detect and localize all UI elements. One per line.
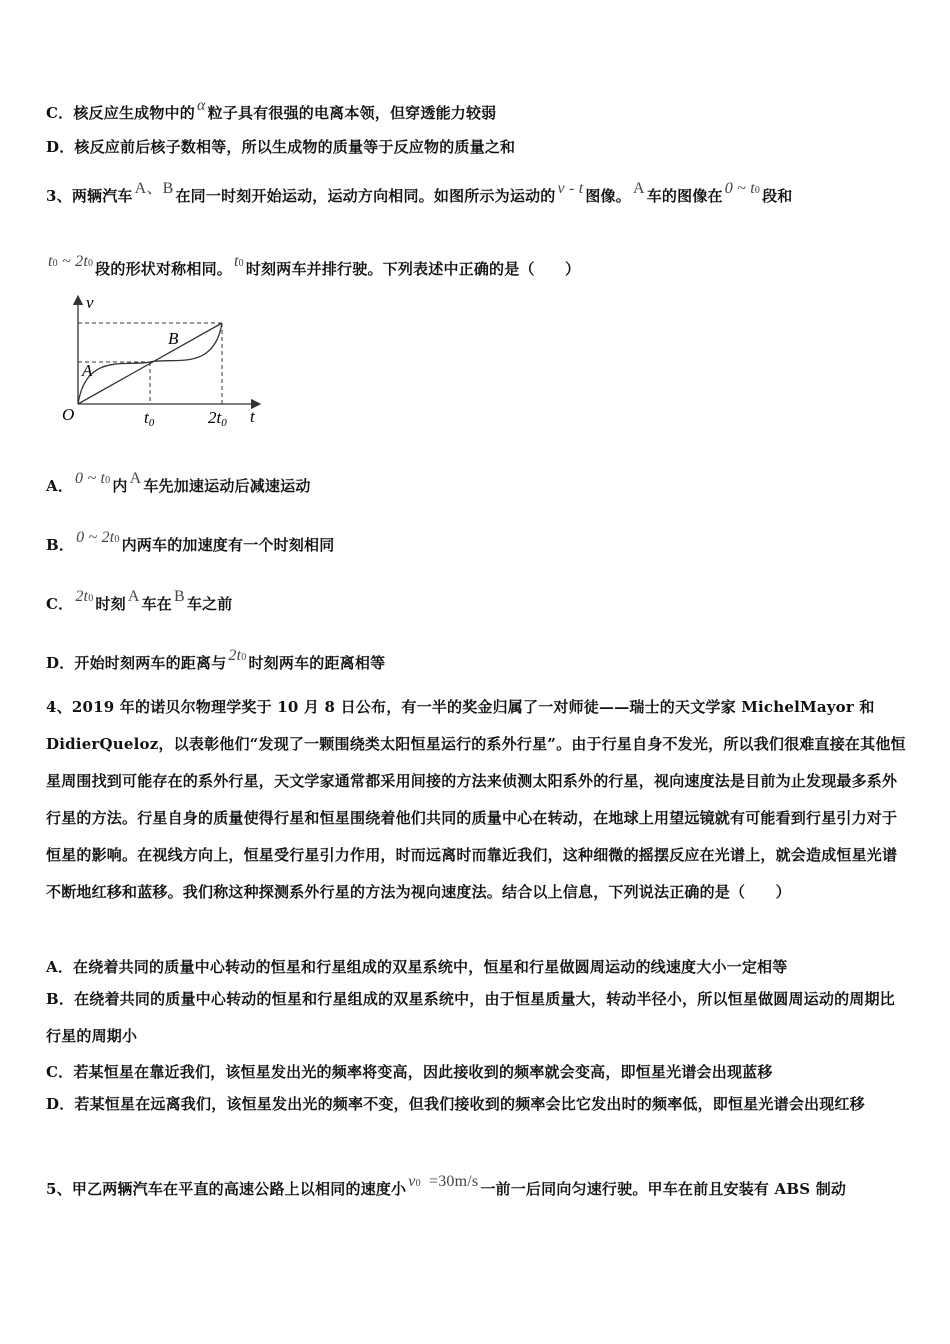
q3-optd-time-text: 2t [228,647,242,664]
q3-text: 图像。 [585,187,631,205]
vt-graph [56,292,266,432]
q3-text: 车之前 [186,595,233,613]
q5-v0-sub: 0 [415,1178,421,1189]
q3-range2 [48,253,93,270]
q2-option-d: D．核反应前后核子数相等，所以生成物的质量等于反应物的质量之和 [46,138,516,156]
q3-stem-line1 [46,180,793,206]
label-v: v [86,293,94,312]
q3-text: 车的图像在 [646,187,723,205]
q3-text: 时刻两车并排行驶。下列表述中正确的是（ ） [245,260,581,278]
q3-t0-sub: 0 [238,258,244,269]
q3-range2-sub2: 0 [87,258,94,269]
q5-speed: =30m/s [424,1173,479,1190]
q3-option-d [46,647,386,673]
q3-optd-time [228,647,246,664]
q3-range1-sub: 0 [754,185,761,196]
q5-text: 5、甲乙两辆汽车在平直的高速公路上以相同的速度小 [46,1180,407,1198]
q3-optc-time-text: 2t [75,588,89,605]
q3-stem-line2 [46,253,581,279]
q3-text: 车在 [141,595,172,613]
q3-optd-sub: 0 [241,652,247,663]
q3-range2-a: t [48,253,53,270]
q3-text: 在同一时刻开始运动，运动方向相同。如图所示为运动的 [175,187,556,205]
label-a: A [82,361,93,380]
q3-car-a: A [632,180,645,197]
q5-text: 一前一后同向匀速行驶。甲车在前且安装有 ABS 制动 [480,1180,847,1198]
q3-text: 内 [112,477,128,495]
q3-text: 车先加速运动后减速运动 [143,477,311,495]
label-2t0 [208,408,227,429]
q3-range2-sub: 0 [52,258,58,269]
label-2t0-main: 2t [208,408,222,427]
q3-text: 3、两辆汽车 [46,187,133,205]
q3-opta-sub: 0 [105,475,111,486]
q3-t0 [234,253,244,270]
q4-option-b: B．在绕着共同的质量中心转动的恒星和行星组成的双星系统中，由于恒星质量大，转动半径小，所以恒星做圆周运动的周期比行星的周期小 [46,990,895,1045]
label-2t0-sub: 0 [221,417,227,429]
label-b: B [168,329,179,348]
label-t: t [250,407,255,426]
q3-option-c [46,588,233,614]
q5-stem [46,1173,847,1199]
q2-option-c [46,97,497,123]
q3-range2-b: ~ 2t [57,253,88,270]
option-label: A． [46,477,74,495]
q4-option-c: C．若某恒星在靠近我们，该恒星发出光的频率将变高，因此接收到的频率就会变高，即恒星光谱会出现蓝移 [46,1063,773,1081]
q3-optc-car-b: B [173,588,185,605]
q5-v0-main: v [408,1173,416,1190]
q3-text: 时刻 [95,595,126,613]
q3-opta-car: A [129,470,142,487]
option-label: C． [46,595,74,613]
q4-option-a: A．在绕着共同的质量中心转动的恒星和行星组成的双星系统中，恒星和行星做圆周运动的线速度大小一定相等 [46,958,788,976]
q3-text: 时刻两车的距离相等 [248,654,386,672]
q3-range1-text: 0 ~ t [724,180,755,197]
q3-opta-range-text: 0 ~ t [75,470,106,487]
q3-option-b [46,529,335,555]
q4-stem: 4、2019 年的诺贝尔物理学奖于 10 月 8 日公布，有一半的奖金归属了一对师徒——瑞士的天文学家 MichelMayor 和 DidierQueloz，以表彰他们“发现了一颗围绕类太阳恒星运行的系外行星”。由于行星自身不发光，所以我们很难直接在其他恒星周围找到可能存在的系外行星，天文学家通常都采用间接的方法来侦测太阳系外的行星，视向速度法是目前为止发现最多系外行星的方法。行星自身的质量使得行星和恒星围绕着他们共同的质量中心在转动，在地球上用望远镜就有可能看到行星引力对于恒星的影响。在视线方向上，恒星受行星引力作用，时而远离时而靠近我们，这种细微的摇摆反应在光谱上，就会造成恒星光谱不断地红移和蓝移。我们称这种探测系外行星的方法为视向速度法。结合以上信息，下列说法正确的是（ ） [46,698,906,901]
q3-text: 内两车的加速度有一个时刻相同 [121,536,335,554]
q3-optb-range [76,529,120,546]
q3-t0-text: t [233,253,239,270]
q3-optb-range-text: 0 ~ 2t [76,529,115,546]
q2-option-c-text: C．核反应生成物中的 [46,104,195,122]
q3-optb-sub: 0 [114,534,120,545]
q3-option-a [46,470,311,496]
q3-cars: A、B [134,180,174,197]
label-t0 [144,408,155,429]
q3-text: 段和 [762,187,793,205]
q4-option-d: D．若某恒星在远离我们，该恒星发出光的频率不变，但我们接收到的频率会比它发出时的频率低，即恒星光谱会出现红移 [46,1095,865,1113]
label-origin: O [62,405,75,424]
q3-text: 段的形状对称相同。 [95,260,232,278]
q3-range1 [725,180,760,197]
alpha-symbol: α [196,97,206,114]
q5-v0 [408,1173,421,1190]
label-t0-sub: 0 [148,417,155,429]
q3-optc-sub: 0 [88,593,94,604]
q3-text: D．开始时刻两车的距离与 [46,654,227,672]
option-label: B． [46,536,75,554]
q3-vt: v - t [557,180,584,197]
q3-opta-range [75,470,110,487]
q2-option-c-rest: 粒子具有很强的电离本领，但穿透能力较弱 [207,104,497,122]
label-t0-main: t [144,408,149,427]
q3-optc-car-a: A [127,588,140,605]
q3-optc-time [75,588,93,605]
